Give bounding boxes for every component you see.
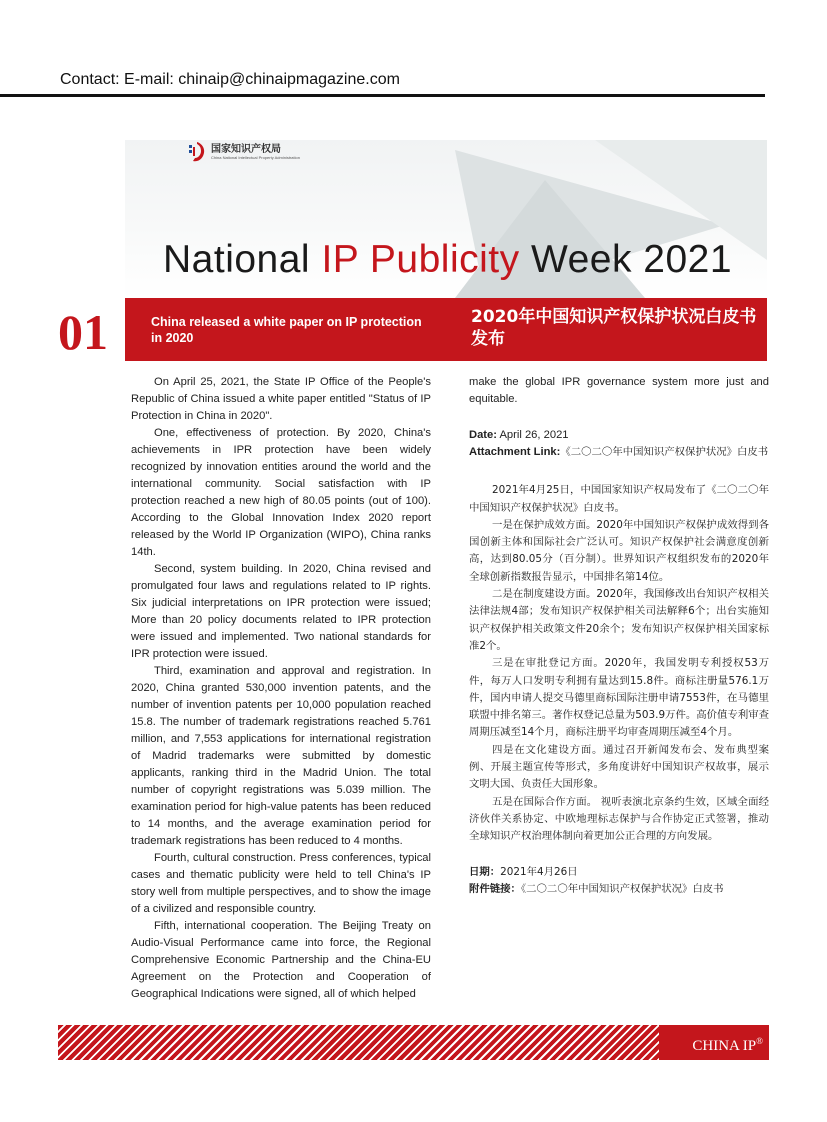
title-part: Week 2021 (519, 238, 733, 281)
section-number: 01 (58, 304, 108, 360)
paragraph: Fourth, cultural construction. Press conferences, typical cases and thematic publicity were held to tell China's IP story well from multiple perspectives, and to show the image of a civilized and responsible country. (131, 852, 431, 915)
chinese-body (469, 482, 769, 898)
section-title-en: China released a white paper on IP protection in 2020 (151, 315, 422, 345)
date-label-cn: 日期： (469, 865, 501, 878)
title-part: National (163, 238, 322, 281)
section-header-bar (125, 298, 767, 361)
footer-stripe (58, 1025, 769, 1060)
footer-brand (692, 1036, 763, 1055)
attachment-line (469, 444, 769, 461)
paragraph: On April 25, 2021, the State IP Office of the People's Republic of China issued a white paper entitled "Status of IP Protection in China in 2020". (131, 376, 431, 422)
footer-brand-box (659, 1025, 769, 1060)
section-title-cn: 2020年中国知识产权保护状况白皮书发布 (471, 307, 757, 349)
page-title (163, 238, 732, 282)
paragraph-cn: 五是在国际合作方面。 视听表演北京条约生效，区域全面经济伙伴关系协定、中欧地理标志保护与合作协定正式签署，推动全球知识产权治理体制向着更加公正合理的方向发展。 (469, 795, 769, 843)
logo-text-en: China National Intellectual Property Administration (211, 155, 300, 160)
english-column (131, 374, 431, 1003)
paragraph: Third, examination and approval and registration. In 2020, China granted 530,000 invention patents, and the number of invention patents per 10,000 population reached 15.8. The number of trademark registrations reached 5.761 million, and 7,553 applications for international registration of Madrid trademarks were submitted by domestic applicants, ranking third in the Madrid Union. The total number of copyright registrations was 5.039 million. The examination period for high-value patents has been reduced to 14 months, and the average examination period for trademark registrations has been reduced to 4 months. (131, 665, 431, 847)
registered-mark: ® (756, 1036, 763, 1046)
paragraph-cn: 一是在保护成效方面。2020年中国知识产权保护成效得到各国创新主体和国际社会广泛认可。知识产权保护社会满意度创新高，达到80.05分（百分制）。世界知识产权组织发布的2020年全球创新指数报告显示，中国排名第14位。 (469, 518, 769, 583)
date-label: Date: (469, 429, 497, 441)
paragraph: One, effectiveness of protection. By 2020, China's achievements in IPR protection have been widely recognized by innovation entities around the world and the international community. Social satisfaction with IP protection reached a new high of 80.05 points (out of 100). According to the Global Innovation Index 2020 report released by the World IP Organization (WIPO), China ranks 14th. (131, 427, 431, 558)
paragraph-continuation: make the global IPR governance system more just and equitable. (469, 376, 769, 405)
date-value-cn: 2021年4月26日 (500, 865, 578, 878)
attachment-link-cn[interactable]: 《二〇二〇年中国知识产权保护状况》白皮书 (520, 882, 724, 895)
banner (125, 140, 767, 298)
paragraph-cn: 二是在制度建设方面。2020年，我国修改出台知识产权相关法律法规4部；发布知识产权保护相关司法解释6个；出台实施知识产权保护相关政策文件20余个；发布知识产权保护相关国家标准2个。 (469, 588, 769, 652)
contact-line: Contact: E-mail: chinaip@chinaipmagazine.com (60, 71, 400, 88)
paragraph: Fifth, international cooperation. The Beijing Treaty on Audio-Visual Performance came into force, the Regional Comprehensive Economic Partnership and the China-EU Agreement on the Protection and Cooperation of Geographical Indications were signed, all of which helped (131, 920, 431, 1000)
attachment-label-cn: 附件链接： (469, 882, 521, 895)
date-line-cn (469, 864, 769, 881)
date-line (469, 427, 769, 444)
paragraph-cn: 2021年4月25日，中国国家知识产权局发布了《二〇二〇年中国知识产权保护状况》白皮书。 (469, 484, 769, 514)
attachment-link[interactable]: 《二〇二〇年中国知识产权保护状况》白皮书 (560, 446, 769, 458)
attachment-line-cn (469, 881, 769, 898)
right-column (469, 374, 769, 898)
title-accent: IP Publicity (321, 238, 520, 281)
header-rule (0, 94, 765, 97)
logo-text-cn: 国家知识产权局 (211, 144, 281, 155)
attachment-label: Attachment Link: (469, 446, 561, 458)
cnipa-logo (187, 140, 300, 164)
cnipa-logo-icon (187, 141, 207, 163)
brand-text: CHINA IP (692, 1038, 757, 1054)
paragraph-cn: 四是在文化建设方面。通过召开新闻发布会、发布典型案例、开展主题宣传等形式，多角度讲好中国知识产权故事，展示文明大国、负责任大国形象。 (469, 743, 769, 791)
paragraph-cn: 三是在审批登记方面。2020年，我国发明专利授权53万件，每万人口发明专利拥有量达到15.8件。商标注册量576.1万件，国内申请人提交马德里商标国际注册申请7553件，在马德里联盟中排名第三。著作权登记总量为503.9万件。高价值专利审查周期压减至14个月，商标注册平均审查周期压减至4个月。 (469, 657, 769, 739)
paragraph: Second, system building. In 2020, China revised and promulgated four laws and regulations related to IP rights. Six judicial interpretations on IPR protection were issued; More than 20 policy documents related to IPR protection were issued and implemented. Two national standards for IPR protection were issued. (131, 563, 431, 660)
date-value: April 26, 2021 (496, 429, 569, 441)
